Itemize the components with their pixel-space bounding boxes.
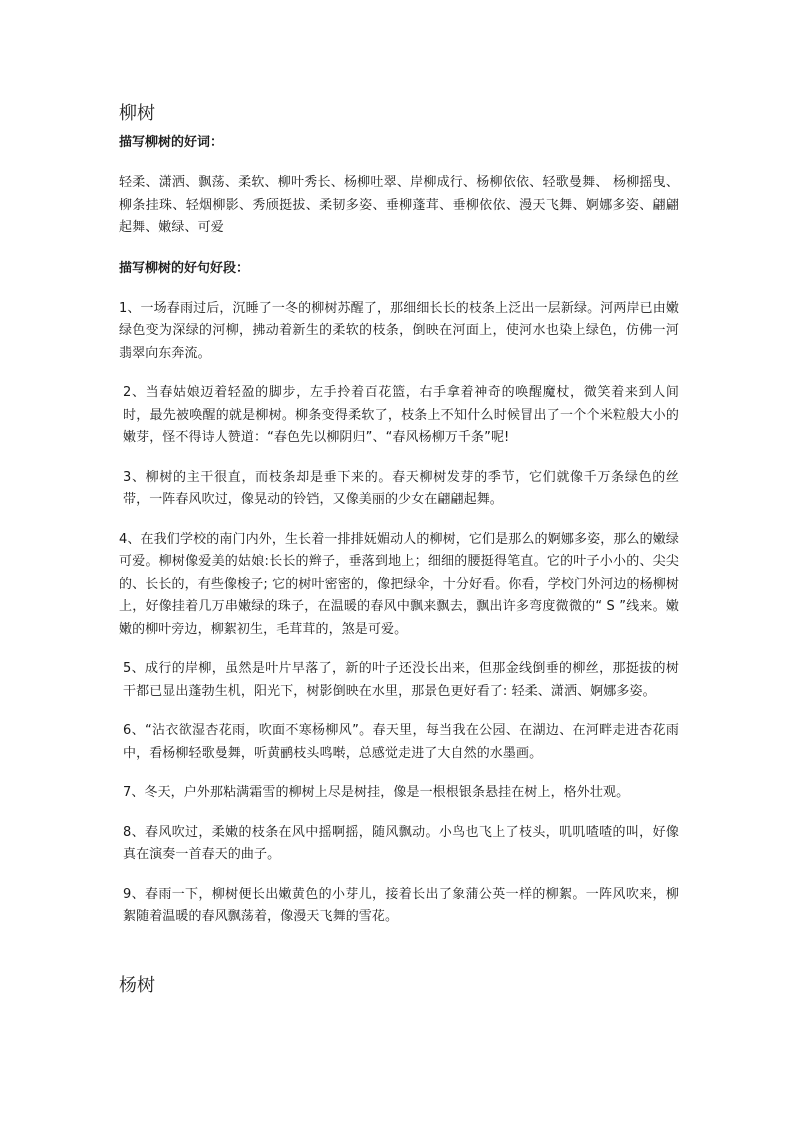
paragraph-7: 7、冬天，户外那粘满霜雪的柳树上尽是树挂，像是一根根银条悬挂在树上，格外壮观。 (123, 785, 630, 800)
document-body (119, 100, 679, 929)
paragraph-1: 1、一场春雨过后，沉睡了一冬的柳树苏醒了，那细细长长的枝条上泛出一层新绿。河两岸已由嫩绿色变为深绿的河柳，拂动着新生的柔软的枝条，倒映在河面上，使河水也染上绿色，仿佛一河翡翠向东奔流。 (119, 300, 679, 361)
words-paragraph: 轻柔、潇洒、飘荡、柔软、柳叶秀长、杨柳吐翠、岸柳成行、杨柳依依、轻歌曼舞、 杨柳摇曳、柳条挂珠、轻烟柳影、秀颀挺拔、柔韧多姿、垂柳蓬茸、垂柳依依、漫天飞舞、婀娜多姿、翩翩起舞、嫩绿、可爱 (119, 175, 679, 235)
section-title-2: 杨树 (119, 975, 155, 996)
paragraph-8: 8、春风吹过，柔嫩的枝条在风中摇啊摇，随风飘动。小鸟也飞上了枝头，叽叽喳喳的叫，好像真在演奏一首春天的曲子。 (123, 824, 679, 862)
paragraph-5: 5、成行的岸柳，虽然是叶片早落了，新的叶子还没长出来，但那金线倒垂的柳丝，那挺拔的树干都已显出蓬勃生机，阳光下，树影倒映在水里，那景色更好看了: 轻柔、潇洒、婀娜多姿。 (123, 661, 679, 699)
words-heading: 描写柳树的好词： (119, 135, 224, 150)
section-title: 柳树 (119, 103, 155, 124)
paragraph-3: 3、柳树的主干很直，而枝条却是垂下来的。春天柳树发芽的季节，它们就像千万条绿色的丝带，一阵春风吹过，像晃动的铃铛，又像美丽的少女在翩翩起舞。 (123, 469, 679, 507)
paragraph-6: 6、“沾衣欲湿杏花雨，吹面不寒杨柳风”。春天里，每当我在公园、在湖边、在河畔走进杏花雨中，看杨柳轻歌曼舞，听黄鹂枝头鸣啭，总感觉走进了大自然的水墨画。 (123, 723, 679, 761)
paragraph-4: 4、在我们学校的南门内外，生长着一排排妩媚动人的柳树，它们是那么的婀娜多姿，那么的嫩绿可爱。柳树像爱美的姑娘:长长的辫子，垂落到地上；细细的腰挺得笔直。它的叶子小小的、尖尖的、长长的，有些像梭子; 它的树叶密密的，像把绿伞，十分好看。你看，学校门外河边的杨柳树上，好像挂着几万串嫩绿的珠子，在温暖的春风中飘来飘去，飘出许多弯度微微的“ S ”线来。嫩嫩的柳叶旁边，柳絮初生，毛茸茸的，煞是可爱。 (119, 531, 679, 637)
sentences-heading: 描写柳树的好句好段： (119, 260, 250, 276)
paragraph-2: 2、当春姑娘迈着轻盈的脚步，左手拎着百花篮，右手拿着神奇的唤醒魔杖，微笑着来到人间时，最先被唤醒的就是柳树。柳条变得柔软了，枝条上不知什么时候冒出了一个个米粒般大小的嫩芽，怪不得诗人赞道：“春色先以柳阴归”、“春风杨柳万千条”呢! (123, 385, 679, 445)
paragraph-9: 9、春雨一下，柳树便长出嫩黄色的小芽儿，接着长出了象蒲公英一样的柳絮。一阵风吹来，柳絮随着温暖的春风飘荡着，像漫天飞舞的雪花。 (123, 886, 679, 924)
